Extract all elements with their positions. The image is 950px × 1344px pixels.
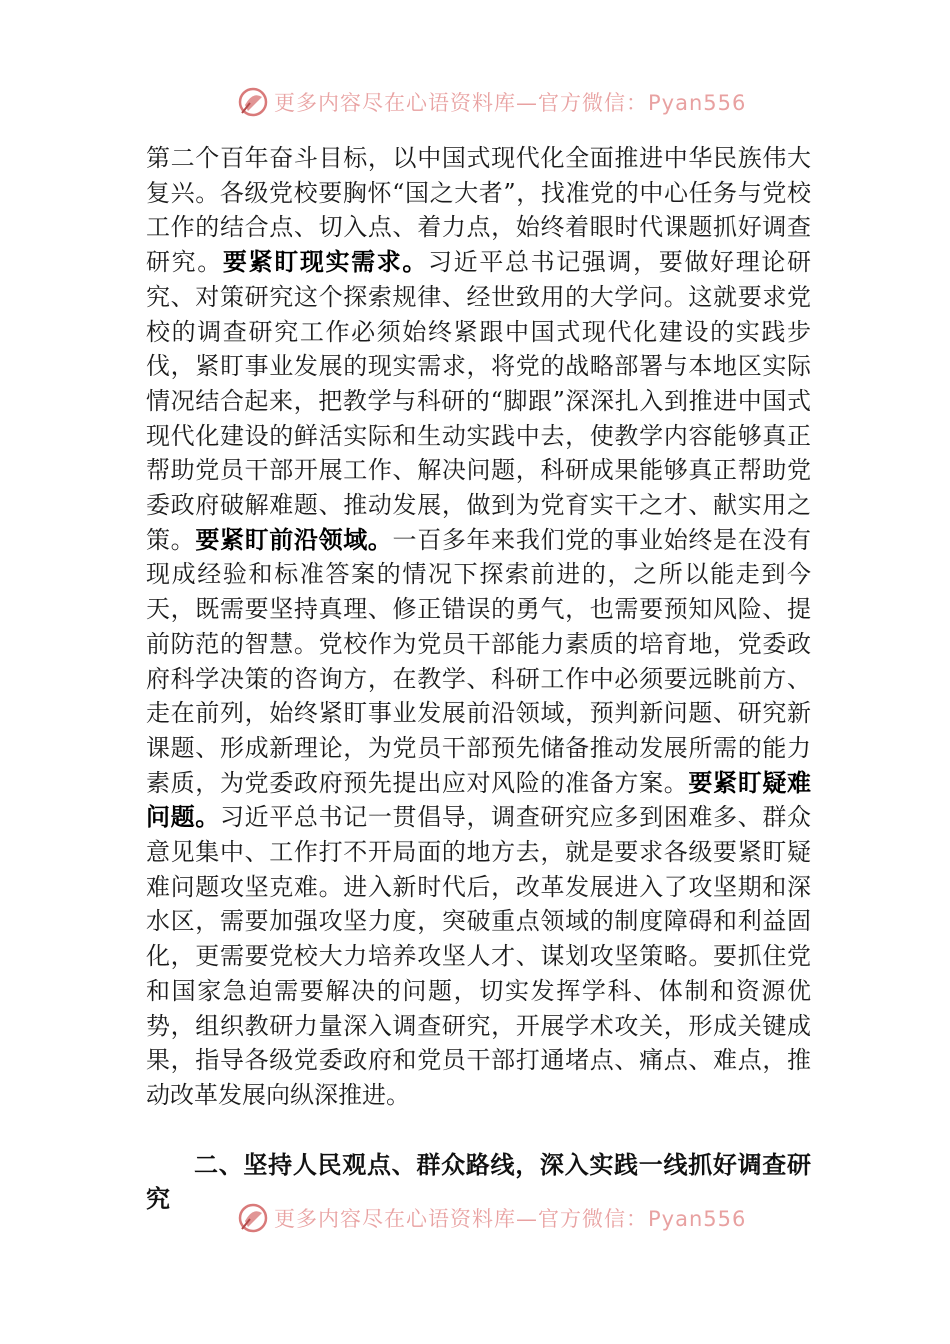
logo-icon xyxy=(236,1203,270,1233)
paragraph-segment: 第二个百年奋斗目标，以中国式现代化全面推进中华民族伟大复兴。各级党校要胸怀“国之大者”，找准党的中心任务与党校工作的结合点、切入点、着力点，始终着眼时代课题抓好调查研究。 xyxy=(146,144,811,277)
watermark-text: 更多内容尽在心语资料库—官方微信：Pyan556 xyxy=(274,1207,747,1231)
watermark-text: 更多内容尽在心语资料库—官方微信：Pyan556 xyxy=(274,91,747,115)
bold-subheading: 要紧盯现实需求。 xyxy=(222,248,429,277)
bold-subheading: 要紧盯前沿领域。 xyxy=(195,525,393,554)
watermark-header xyxy=(236,84,746,120)
watermark-footer xyxy=(236,1203,746,1233)
paragraph-segment: 一百多年来我们党的事业始终是在没有现成经验和标准答案的情况下探索前进的，之所以能走到今天，既需要坚持真理、修正错误的勇气，也需要预知风险、提前防范的智慧。党校作为党员干部能力素质的培育地，党委政府科学决策的咨询方，在教学、科研工作中必须要远眺前方、走在前列，始终紧盯事业发展前沿领域，预判新问题、研究新课题、形成新理论，为党员干部预先储备推动发展所需的能力素质，为党委政府预先提出应对风险的准备方案。 xyxy=(146,525,812,797)
paragraph-segment: 习近平总书记强调，要做好理论研究、对策研究这个探索规律、经世致用的大学问。这就要求党校的调查研究工作必须始终紧跟中国式现代化建设的实践步伐，紧盯事业发展的现实需求，将党的战略部署与本地区实际情况结合起来，把教学与科研的“脚跟”深深扎入到推进中国式现代化建设的鲜活实际和生动实践中去，使教学内容能够真正帮助党员干部开展工作、解决问题，科研成果能够真正帮助党委政府破解难题、推动发展，做到为党育实干之才、献实用之策。 xyxy=(146,248,812,554)
paragraph-segment: 习近平总书记一贯倡导，调查研究应多到困难多、群众意见集中、工作打不开局面的地方去，就是要求各级要紧盯疑难问题攻坚克难。进入新时代后，改革发展进入了攻坚期和深水区，需要加强攻坚力度，突破重点领域的制度障碍和利益固化，更需要党校大力培养攻坚人才、谋划攻坚策略。要抓住党和国家急迫需要解决的问题，切实发挥学科、体制和资源优势，组织教研力量深入调查研究，开展学术攻关，形成关键成果，指导各级党委政府和党员干部打通堵点、痛点、难点，推动改革发展向纵深推进。 xyxy=(146,803,812,1109)
logo-icon xyxy=(236,85,270,119)
bold-subheading: 要紧盯疑难问题。 xyxy=(146,768,812,832)
section-heading: 二、坚持人民观点、群众路线，深入实践一线抓好调查研究 xyxy=(146,1151,811,1213)
body-paragraph xyxy=(146,141,811,1113)
